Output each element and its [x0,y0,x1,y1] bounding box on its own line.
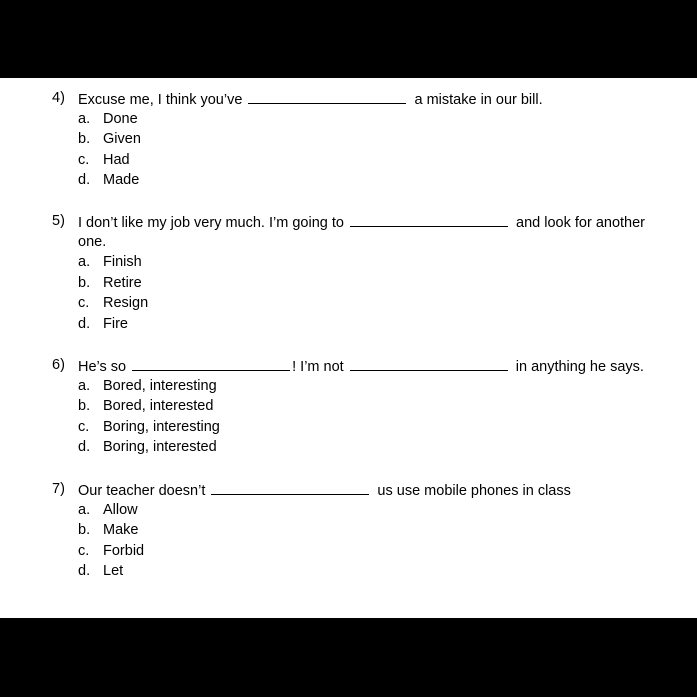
option-letter: a. [78,377,91,394]
option-text: Allow [103,501,138,518]
option-text: Let [103,563,124,579]
stem-part: I don’t like my job very much. I’m going to [78,215,344,231]
option-text: Boring, interested [103,439,217,455]
stem-part: ! I’m not [292,359,344,375]
question-number: 7) [52,481,65,497]
option-text: Boring, interesting [103,418,220,435]
option-letter: a. [78,110,91,127]
option-letter: a. [78,254,91,270]
question-5 [52,211,692,334]
option-text: Bored, interested [103,398,214,414]
option-text: Make [103,522,139,538]
question-number: 4) [52,90,65,106]
option-a[interactable] [52,376,692,397]
option-text: Finish [103,254,142,270]
option-letter: d. [78,315,91,332]
option-letter: b. [78,131,91,147]
option-text: Had [103,151,130,168]
question-4 [52,88,692,191]
option-b[interactable] [52,396,692,417]
question-number: 6) [52,357,65,373]
stem-part: and look for another [516,215,645,231]
answer-blank[interactable] [350,355,508,371]
answer-blank[interactable] [132,355,290,371]
option-letter: c. [78,295,90,311]
option-letter: a. [78,501,91,518]
option-letter: c. [78,542,90,559]
option-letter: b. [78,274,91,291]
option-d[interactable] [52,170,692,191]
option-text: Bored, interesting [103,377,217,394]
option-text: Given [103,131,141,147]
answer-blank[interactable] [350,211,508,227]
answer-blank[interactable] [211,479,369,495]
question-stem-continuation [52,232,692,253]
option-letter: b. [78,522,91,538]
option-letter: d. [78,563,91,579]
option-letter: d. [78,172,91,188]
stem-part: Excuse me, I think you’ve [78,92,243,108]
answer-blank[interactable] [248,88,406,104]
option-c[interactable] [52,541,692,562]
option-text: Retire [103,274,142,291]
stem-continuation: one. [78,233,107,250]
stem-part: a mistake in our bill. [414,92,543,108]
option-b[interactable] [52,129,692,150]
option-c[interactable] [52,417,692,438]
question-stem [52,479,692,500]
option-a[interactable] [52,500,692,521]
option-b[interactable] [52,273,692,294]
worksheet-page [0,78,697,618]
option-letter: b. [78,398,91,414]
option-d[interactable] [52,437,692,458]
option-letter: d. [78,439,91,455]
option-text: Forbid [103,542,145,559]
stem-part: us use mobile phones in class [377,483,571,499]
question-stem [52,211,692,232]
option-text: Done [103,110,138,127]
option-text: Resign [103,295,149,311]
option-c[interactable] [52,293,692,314]
question-stem [52,88,692,109]
option-d[interactable] [52,314,692,335]
stem-part: He’s so [78,359,127,375]
option-letter: c. [78,151,90,168]
stem-part: in anything he says. [515,359,644,375]
option-a[interactable] [52,109,692,130]
question-number: 5) [52,213,65,229]
option-letter: c. [78,418,90,435]
option-text: Fire [103,315,128,332]
option-a[interactable] [52,252,692,273]
stem-part: Our teacher doesn’t [78,483,206,499]
option-b[interactable] [52,520,692,541]
option-text: Made [103,172,140,188]
question-stem [52,355,692,376]
question-6 [52,355,692,458]
option-d[interactable] [52,561,692,582]
question-7 [52,479,692,582]
option-c[interactable] [52,150,692,171]
